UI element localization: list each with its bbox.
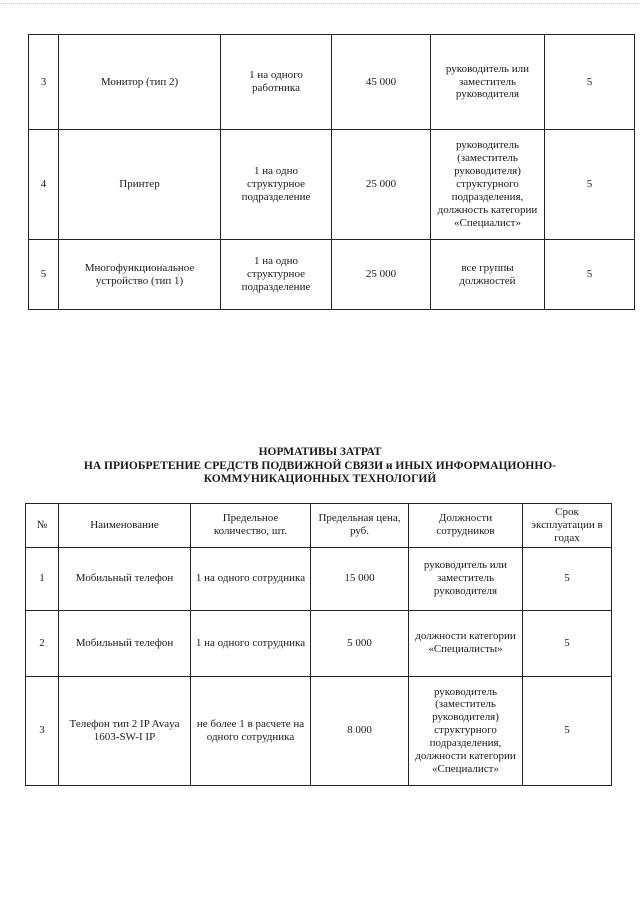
item-positions: руководитель или заместитель руководителя bbox=[431, 35, 545, 130]
item-price: 15 000 bbox=[311, 547, 409, 610]
header-price: Предельная цена, руб. bbox=[311, 504, 409, 548]
header-number: № bbox=[26, 504, 59, 548]
heading-line-2: НА ПРИОБРЕТЕНИЕ СРЕДСТВ ПОДВИЖНОЙ СВЯЗИ и ИНЫХ ИНФОРМАЦИОННО- bbox=[83, 459, 557, 472]
row-number: 4 bbox=[29, 130, 59, 240]
item-term: 5 bbox=[523, 610, 612, 676]
heading-line-1: НОРМАТИВЫ ЗАТРАТ bbox=[258, 446, 382, 458]
row-number: 2 bbox=[26, 610, 59, 676]
item-quantity: не более 1 в расчете на одного сотрудника bbox=[191, 676, 311, 785]
item-name: Мобильный телефон bbox=[59, 610, 191, 676]
heading-line-3: КОММУНИКАЦИОННЫХ ТЕХНОЛОГИЙ bbox=[203, 473, 437, 486]
item-name: Принтер bbox=[59, 130, 221, 240]
header-quantity: Предельное количество, шт. bbox=[191, 504, 311, 548]
row-number: 3 bbox=[29, 35, 59, 130]
equipment-table bbox=[28, 34, 635, 310]
item-name: Многофункциональное устройство (тип 1) bbox=[59, 240, 221, 310]
row-number: 3 bbox=[26, 676, 59, 785]
header-positions: Должности сотрудников bbox=[409, 504, 523, 548]
row-number: 5 bbox=[29, 240, 59, 310]
item-positions: руководитель или заместитель руководителя bbox=[409, 547, 523, 610]
item-positions: руководитель (заместитель руководителя) структурного подразделения, должность категории «Специалист» bbox=[431, 130, 545, 240]
table-header-row bbox=[26, 504, 612, 548]
item-term: 5 bbox=[545, 130, 635, 240]
section-heading bbox=[40, 446, 600, 487]
item-price: 5 000 bbox=[311, 610, 409, 676]
table-row bbox=[26, 676, 612, 785]
item-name: Телефон тип 2 IP Avaya 1603-SW-I IP bbox=[59, 676, 191, 785]
item-price: 45 000 bbox=[332, 35, 431, 130]
table-row bbox=[26, 547, 612, 610]
item-quantity: 1 на одного работника bbox=[221, 35, 332, 130]
table-row bbox=[26, 610, 612, 676]
table-row bbox=[29, 130, 635, 240]
item-positions: все группы должностей bbox=[431, 240, 545, 310]
item-price: 25 000 bbox=[332, 240, 431, 310]
row-number: 1 bbox=[26, 547, 59, 610]
item-term: 5 bbox=[523, 547, 612, 610]
table-row bbox=[29, 240, 635, 310]
table-row bbox=[29, 35, 635, 130]
item-term: 5 bbox=[523, 676, 612, 785]
item-term: 5 bbox=[545, 240, 635, 310]
item-name: Мобильный телефон bbox=[59, 547, 191, 610]
communication-costs-table bbox=[25, 503, 612, 786]
page-top-edge bbox=[0, 3, 640, 4]
item-price: 25 000 bbox=[332, 130, 431, 240]
item-positions: должности категории «Специалисты» bbox=[409, 610, 523, 676]
item-quantity: 1 на одного сотрудника bbox=[191, 547, 311, 610]
item-term: 5 bbox=[545, 35, 635, 130]
item-quantity: 1 на одно структурное подразделение bbox=[221, 240, 332, 310]
item-price: 8 000 bbox=[311, 676, 409, 785]
item-positions: руководитель (заместитель руководителя) структурного подразделения, должности категории «Специалист» bbox=[409, 676, 523, 785]
item-name: Монитор (тип 2) bbox=[59, 35, 221, 130]
header-name: Наименование bbox=[59, 504, 191, 548]
item-quantity: 1 на одно структурное подразделение bbox=[221, 130, 332, 240]
item-quantity: 1 на одного сотрудника bbox=[191, 610, 311, 676]
header-term: Срок эксплуатации в годах bbox=[523, 504, 612, 548]
